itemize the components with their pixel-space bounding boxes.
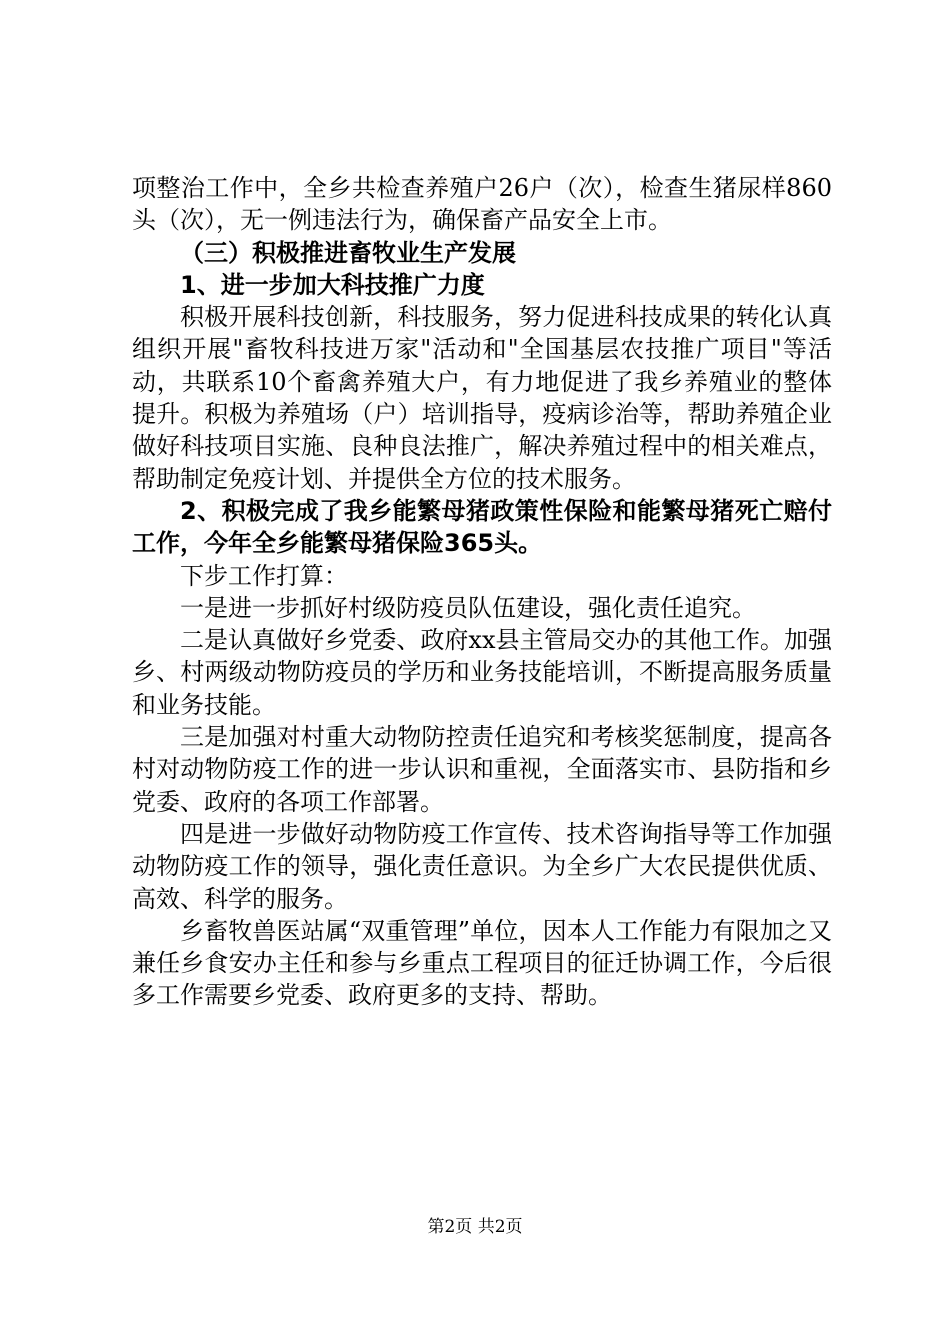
subheading-tech-promotion: 1、进一步加大科技推广力度 bbox=[180, 270, 485, 299]
paragraph-next-step-4: 四是进一步做好动物防疫工作宣传、技术咨询指导等工作加强动物防疫工作的领导，强化责任意识。为全乡广大农民提供优质、高效、科学的服务。 bbox=[132, 819, 832, 913]
section-heading-production: （三）积极推进畜牧业生产发展 bbox=[180, 238, 516, 267]
paragraph-next-step-2: 二是认真做好乡党委、政府xx县主管局交办的其他工作。加强乡、村两级动物防疫员的学历和业务技能培训，不断提高服务质量和业务技能。 bbox=[132, 626, 832, 719]
paragraph-next-step-1: 一是进一步抓好村级防疫员队伍建设，强化责任追究。 bbox=[180, 593, 756, 622]
document-body bbox=[132, 172, 832, 1012]
paragraph-next-step-3: 三是加强对村重大动物防控责任追究和考核奖惩制度，提高各村对动物防疫工作的进一步认识和重视，全面落实市、县防指和乡党委、政府的各项工作部署。 bbox=[132, 723, 832, 816]
paragraph-closing-note: 乡畜牧兽医站属“双重管理”单位，因本人工作能力有限加之又兼任乡食安办主任和参与乡重点工程项目的征迁协调工作，今后很多工作需要乡党委、政府更多的支持、帮助。 bbox=[132, 916, 832, 1010]
paragraph-inspection-summary: 项整治工作中，全乡共检查养殖户26户（次），检查生猪尿样860头（次），无一例违法行为，确保畜产品安全上市。 bbox=[132, 174, 832, 235]
paragraph-next-steps-title: 下步工作打算： bbox=[180, 561, 348, 590]
paragraph-tech-innovation: 积极开展科技创新，科技服务，努力促进科技成果的转化认真组织开展"畜牧科技进万家"活动和"全国基层农技推广项目"等活动，共联系10个畜禽养殖大户，有力地促进了我乡养殖业的整体提升。积极为养殖场（户）培训指导，疫病诊治等，帮助养殖企业做好科技项目实施、良种良法推广，解决养殖过程中的相关难点，帮助制定免疫计划、并提供全方位的技术服务。 bbox=[132, 303, 832, 493]
subheading-sow-insurance: 2、积极完成了我乡能繁母猪政策性保险和能繁母猪死亡赔付工作，今年全乡能繁母猪保险365头。 bbox=[132, 496, 832, 558]
page-number-footer: 第2页 共2页 bbox=[427, 1217, 523, 1237]
